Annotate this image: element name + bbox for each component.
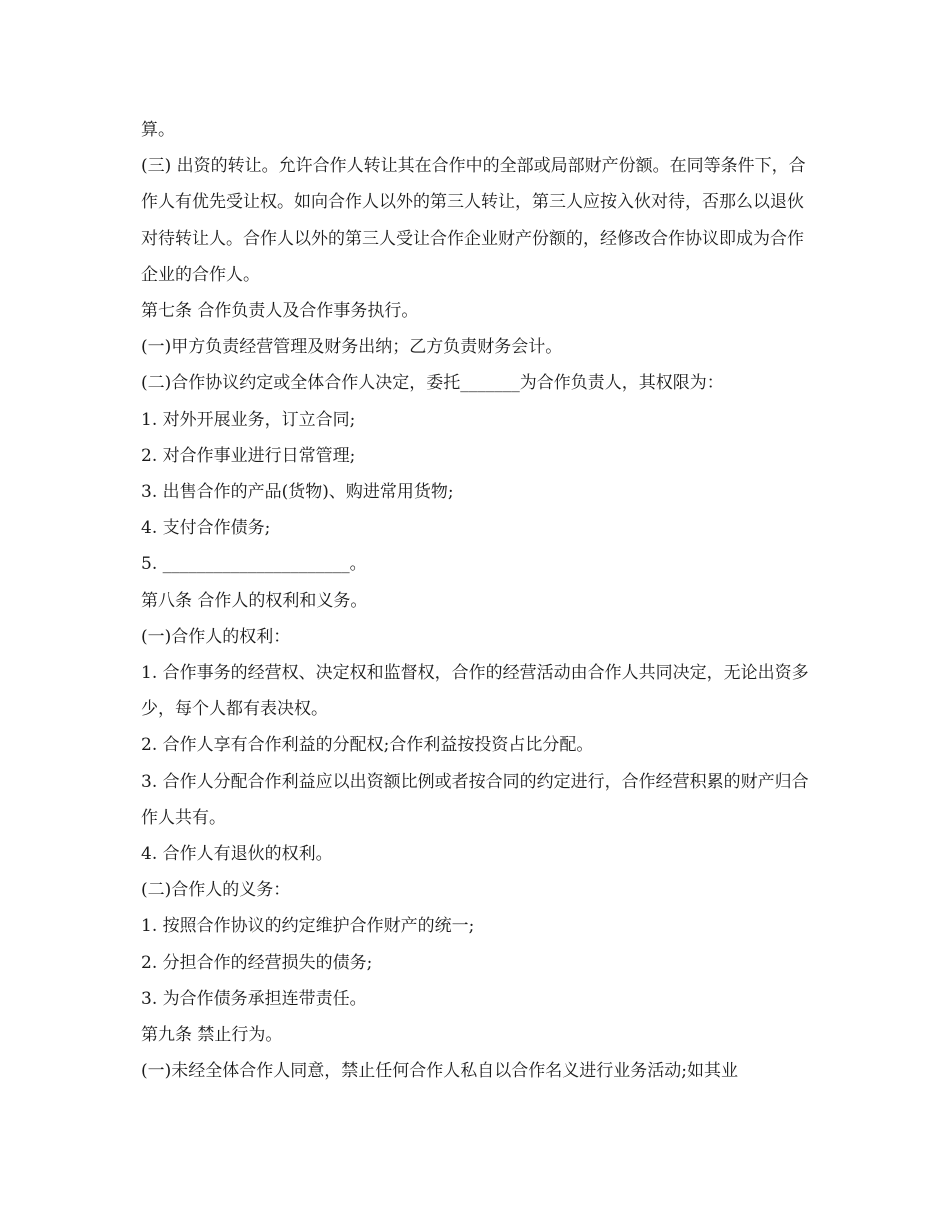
article-7-heading: 第七条 合作负责人及合作事务执行。: [141, 301, 419, 322]
rights-heading: (一)合作人的权利：: [141, 626, 291, 647]
article-9-heading: 第九条 禁止行为。: [141, 1025, 283, 1046]
rights-item-1: 1. 合作事务的经营权、决定权和监督权，合作的经营活动由合作人共同决定，无论出资多少，每个人都有表决权。: [141, 663, 809, 720]
paragraph-continuation: 算。: [141, 120, 175, 140]
document-page: [141, 112, 811, 1089]
rights-item-4: 4. 合作人有退伙的权利。: [141, 844, 333, 865]
authority-item-2: 2. 对合作事业进行日常管理;: [141, 445, 356, 466]
obligations-item-1: 1. 按照合作协议的约定维护合作财产的统一;: [141, 916, 475, 937]
prohibition-item-1: (一)未经全体合作人同意，禁止任何合作人私自以合作名义进行业务活动;如其业: [141, 1061, 738, 1082]
article-8-heading: 第八条 合作人的权利和义务。: [141, 590, 368, 611]
authority-item-4: 4. 支付合作债务;: [141, 518, 271, 539]
authority-item-5: 5. ______________________。: [141, 554, 367, 575]
obligations-heading: (二)合作人的义务：: [141, 880, 291, 901]
rights-item-3: 3. 合作人分配合作利益应以出资额比例或者按合同的约定进行，合作经营积累的财产归合作人共有。: [141, 771, 809, 828]
article-7-item-1: (一)甲方负责经营管理及财务出纳；乙方负责财务会计。: [141, 337, 563, 358]
paragraph-capital-transfer: (三) 出资的转让。允许合作人转让其在合作中的全部或局部财产份额。在同等条件下，合作人有优先受让权。如向合作人以外的第三人转让，第三人应按入伙对待，否那么以退伙对待转让人。合作人以外的第三人受让合作企业财产份额的，经修改合作协议即成为合作企业的合作人。: [141, 156, 806, 285]
article-7-item-2: (二)合作协议约定或全体合作人决定，委托_______为合作负责人，其权限为：: [141, 373, 724, 394]
authority-item-3: 3. 出售合作的产品(货物)、购进常用货物;: [141, 482, 454, 503]
obligations-item-2: 2. 分担合作的经营损失的债务;: [141, 952, 373, 973]
authority-item-1: 1. 对外开展业务，订立合同;: [141, 409, 356, 430]
obligations-item-3: 3. 为合作债务承担连带责任。: [141, 988, 367, 1009]
rights-item-2: 2. 合作人享有合作利益的分配权;合作利益按投资占比分配。: [141, 735, 594, 756]
